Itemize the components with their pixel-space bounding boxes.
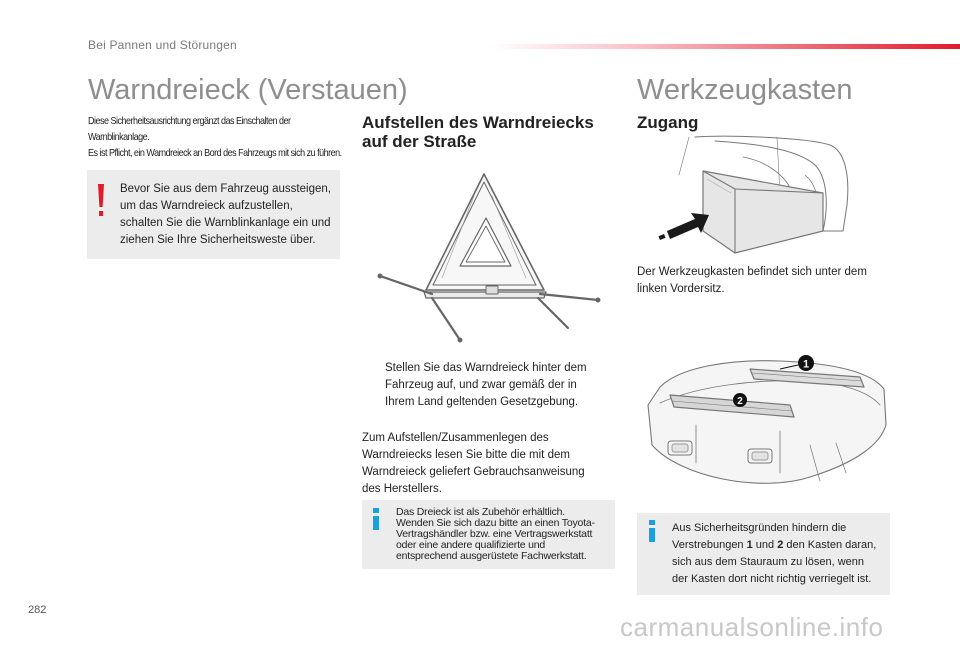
warning-exclamation-icon [97,182,105,218]
bullet-line: Stellen Sie das Warndreieck hinter dem [385,362,587,374]
header-accent-line [490,44,960,49]
warning-line: ziehen Sie Ihre Sicherheitsweste über. [120,234,316,246]
warning-text [120,181,340,249]
intro-text [88,113,346,161]
brace-ref-1: 1 [746,539,753,551]
paragraph-line: Zum Aufstellen/Zusammenlegen des [362,432,549,444]
info-fragment: und [752,539,778,551]
intro-line: Es ist Pflicht, ein Warndreieck an Bord des Fahrzeugs mit sich zu führen. [88,147,342,159]
intro-line: Diese Sicherheitsausrichtung ergänzt das Einschalten der [88,115,291,127]
description-line: linken Vordersitz. [637,283,725,295]
info-line: entsprechend ausgerüstete Fachwerkstatt. [396,550,587,562]
info-line: oder eine andere qualifizierte und [396,539,546,551]
warning-line: um das Warndreieck aufzustellen, [120,200,293,212]
paragraph-line: Warndreiecks lesen Sie bitte die mit dem [362,449,570,461]
info-text-accessory [396,507,616,562]
info-fragment: den Kasten daran, [783,539,877,551]
subtitle-line: auf der Straße [362,132,477,151]
toolbox-location-text [637,264,897,298]
page-number: 282 [28,604,47,616]
subtitle-zugang: Zugang [637,113,699,132]
subtitle-line: Aufstellen des Warndreiecks [362,113,594,132]
seat-toolbox-illustration [655,135,855,255]
info-line [672,537,894,554]
brace-ref-2: 2 [777,539,784,551]
warning-line: schalten Sie die Warnblinkanlage ein und [120,217,331,229]
info-line: Das Dreieck ist als Zubehör erhältlich. [396,506,566,518]
info-line: Wenden Sie sich dazu bitte an einen Toyota- [396,517,595,529]
description-line: Der Werkzeugkasten befindet sich unter dem [637,266,867,278]
bullet-text [385,360,615,411]
subtitle-aufstellen [362,113,594,151]
paragraph-line: des Herstellers. [362,483,442,495]
assembly-paragraph [362,430,612,498]
bullet-line: Ihrem Land geltenden Gesetzgebung. [385,396,579,408]
intro-line: Warnblinkanlage. [88,131,150,143]
paragraph-line: Warndreieck geliefert Gebrauchsanweisung [362,466,585,478]
bullet-line: Fahrzeug auf, und zwar gemäß der in [385,379,577,391]
info-line: Vertragshändler bzw. eine Vertragswerkstatt [396,528,593,540]
section-label: Bei Pannen und Störungen [88,38,237,52]
info-icon [646,520,658,542]
info-line: Aus Sicherheitsgründen hindern die [672,522,847,534]
watermark-text: carmanualsonline.info [620,612,884,642]
callout-2: 2 [737,396,743,407]
toolbox-bracing-illustration [640,345,892,495]
info-line: der Kasten dort nicht richtig verriegelt ist. [672,573,872,585]
info-icon [370,508,382,530]
warning-triangle-illustration [374,168,602,346]
page-title-warndreieck: Warndreieck (Verstauen) [88,74,408,106]
info-text-safety [672,520,894,588]
callout-1: 1 [802,358,810,371]
warning-line: Bevor Sie aus dem Fahrzeug aussteigen, [120,183,331,195]
info-fragment: Verstrebungen [672,539,747,551]
page-title-werkzeugkasten: Werkzeugkasten [637,74,853,106]
info-line: sich aus dem Stauraum zu lösen, wenn [672,556,864,568]
